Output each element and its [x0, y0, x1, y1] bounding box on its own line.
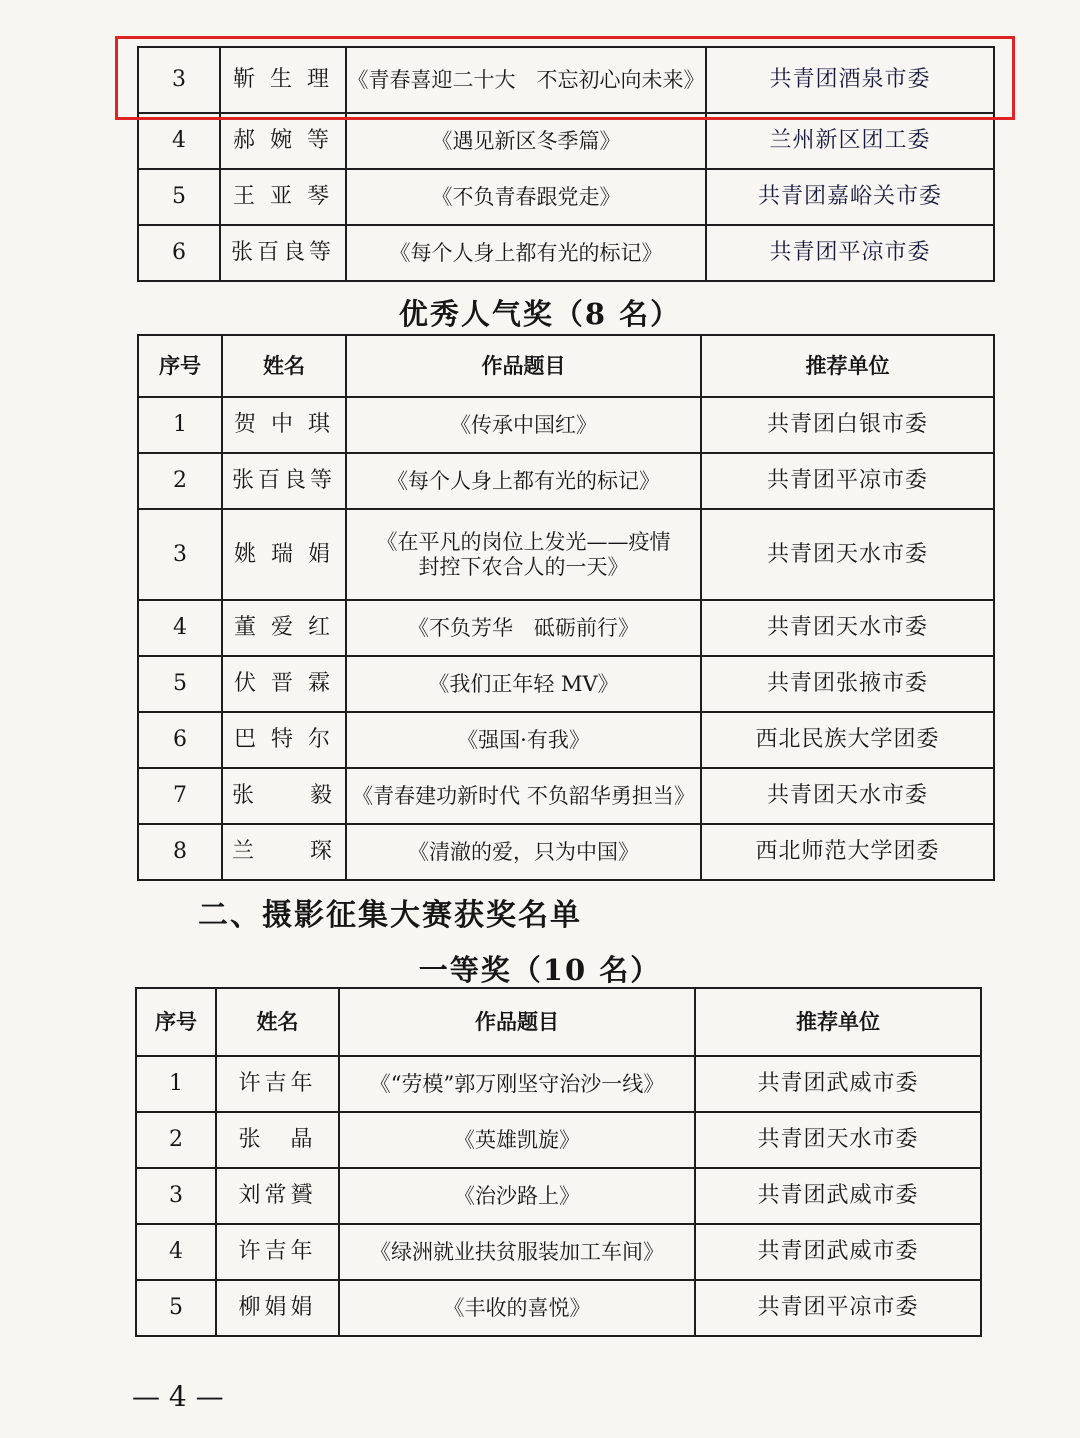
cell-title: 《不负青春跟党走》 [346, 169, 706, 225]
cell-title: 《青春喜迎二十大 不忘初心向未来》 [346, 47, 706, 113]
cell-name: 靳 生 理 [220, 47, 346, 113]
cell-unit: 共青团天水市委 [695, 1112, 981, 1168]
cell-no: 6 [138, 225, 220, 281]
cell-name: 张 晶 [216, 1112, 339, 1168]
table-row [138, 656, 994, 712]
cell-name: 伏 晋 霖 [222, 656, 346, 712]
cell-name: 许吉年 [216, 1056, 339, 1112]
table-row [138, 397, 994, 453]
cell-no: 5 [138, 656, 222, 712]
table-row [138, 453, 994, 509]
table-row [138, 113, 994, 169]
first-prize-heading: 一等奖（10 名） [418, 953, 662, 987]
cell-name: 兰 琛 [222, 824, 346, 880]
cell-no: 2 [136, 1112, 216, 1168]
table-row [138, 712, 994, 768]
first-prize-table [135, 987, 982, 1337]
cell-name: 董 爱 红 [222, 600, 346, 656]
cell-name: 贺 中 琪 [222, 397, 346, 453]
cell-title: 《每个人身上都有光的标记》 [346, 225, 706, 281]
table-header-row [138, 335, 994, 397]
highlight-box [115, 36, 1015, 120]
table-row [136, 1056, 981, 1112]
header-unit: 推荐单位 [695, 988, 981, 1056]
cell-unit: 共青团平凉市委 [706, 225, 994, 281]
table-row [138, 509, 994, 600]
cell-unit: 共青团嘉峪关市委 [706, 169, 994, 225]
cell-name: 姚 瑞 娟 [222, 509, 346, 600]
cell-unit: 共青团平凉市委 [695, 1280, 981, 1336]
cell-unit: 共青团天水市委 [701, 768, 994, 824]
table-row [136, 1224, 981, 1280]
cell-no: 4 [138, 113, 220, 169]
cell-title: 《“劳模”郭万刚坚守治沙一线》 [339, 1056, 695, 1112]
cell-title: 《强国·有我》 [346, 712, 701, 768]
cell-title-line: 《在平凡的岗位上发光——疫情 [376, 530, 671, 555]
cell-title: 《每个人身上都有光的标记》 [346, 453, 701, 509]
table-row [136, 1168, 981, 1224]
cell-no: 3 [136, 1168, 216, 1224]
cell-name: 许吉年 [216, 1224, 339, 1280]
cell-no: 3 [138, 47, 220, 113]
cell-no: 1 [138, 397, 222, 453]
cell-no: 3 [138, 509, 222, 600]
cell-title: 《遇见新区冬季篇》 [346, 113, 706, 169]
cell-unit: 西北民族大学团委 [701, 712, 994, 768]
table-row [138, 225, 994, 281]
cell-title: 《传承中国红》 [346, 397, 701, 453]
cell-no: 5 [138, 169, 220, 225]
header-no: 序号 [138, 335, 222, 397]
cell-no: 7 [138, 768, 222, 824]
cell-name: 张百良等 [220, 225, 346, 281]
cell-unit: 共青团天水市委 [701, 600, 994, 656]
cell-no: 6 [138, 712, 222, 768]
cell-title: 《英雄凯旋》 [339, 1112, 695, 1168]
cell-title: 《青春建功新时代 不负韶华勇担当》 [346, 768, 701, 824]
cell-name: 巴 特 尔 [222, 712, 346, 768]
cell-name: 柳娟娟 [216, 1280, 339, 1336]
cell-name: 王 亚 琴 [220, 169, 346, 225]
table-header-row [136, 988, 981, 1056]
cell-name: 刘常贇 [216, 1168, 339, 1224]
cell-title: 《我们正年轻 MV》 [346, 656, 701, 712]
table-row [138, 169, 994, 225]
popularity-award-table [137, 334, 995, 881]
cell-unit: 兰州新区团工委 [706, 113, 994, 169]
cell-no: 2 [138, 453, 222, 509]
cell-no: 5 [136, 1280, 216, 1336]
table-row [138, 824, 994, 880]
cell-unit: 共青团酒泉市委 [706, 47, 994, 113]
page-number: — 4 — [132, 1380, 224, 1413]
cell-name: 张百良等 [222, 453, 346, 509]
header-name: 姓名 [222, 335, 346, 397]
header-title: 作品题目 [339, 988, 695, 1056]
cell-no: 8 [138, 824, 222, 880]
cell-title: 《丰收的喜悦》 [339, 1280, 695, 1336]
cell-name: 郝 婉 等 [220, 113, 346, 169]
cell-unit: 共青团武威市委 [695, 1168, 981, 1224]
cell-name: 张 毅 [222, 768, 346, 824]
table-row [138, 600, 994, 656]
cell-title: 《不负芳华 砥砺前行》 [346, 600, 701, 656]
cell-unit: 共青团白银市委 [701, 397, 994, 453]
popularity-award-heading: 优秀人气奖（8 名） [398, 297, 682, 331]
cell-title: 《绿洲就业扶贫服装加工车间》 [339, 1224, 695, 1280]
cell-unit: 共青团张掖市委 [701, 656, 994, 712]
cell-no: 1 [136, 1056, 216, 1112]
header-no: 序号 [136, 988, 216, 1056]
cell-unit: 共青团平凉市委 [701, 453, 994, 509]
header-name: 姓名 [216, 988, 339, 1056]
cell-unit: 西北师范大学团委 [701, 824, 994, 880]
header-unit: 推荐单位 [701, 335, 994, 397]
cell-no: 4 [136, 1224, 216, 1280]
cell-title: 《清澈的爱，只为中国》 [346, 824, 701, 880]
cell-title [346, 509, 701, 600]
header-title: 作品题目 [346, 335, 701, 397]
cell-title: 《治沙路上》 [339, 1168, 695, 1224]
table-row [136, 1112, 981, 1168]
cell-no: 4 [138, 600, 222, 656]
cell-unit: 共青团武威市委 [695, 1056, 981, 1112]
cell-unit: 共青团武威市委 [695, 1224, 981, 1280]
table-row [136, 1280, 981, 1336]
cell-unit: 共青团天水市委 [701, 509, 994, 600]
section-title: 二、摄影征集大赛获奖名单 [198, 898, 582, 933]
table-row [138, 768, 994, 824]
cell-title-line: 封控下农合人的一天》 [418, 554, 629, 579]
